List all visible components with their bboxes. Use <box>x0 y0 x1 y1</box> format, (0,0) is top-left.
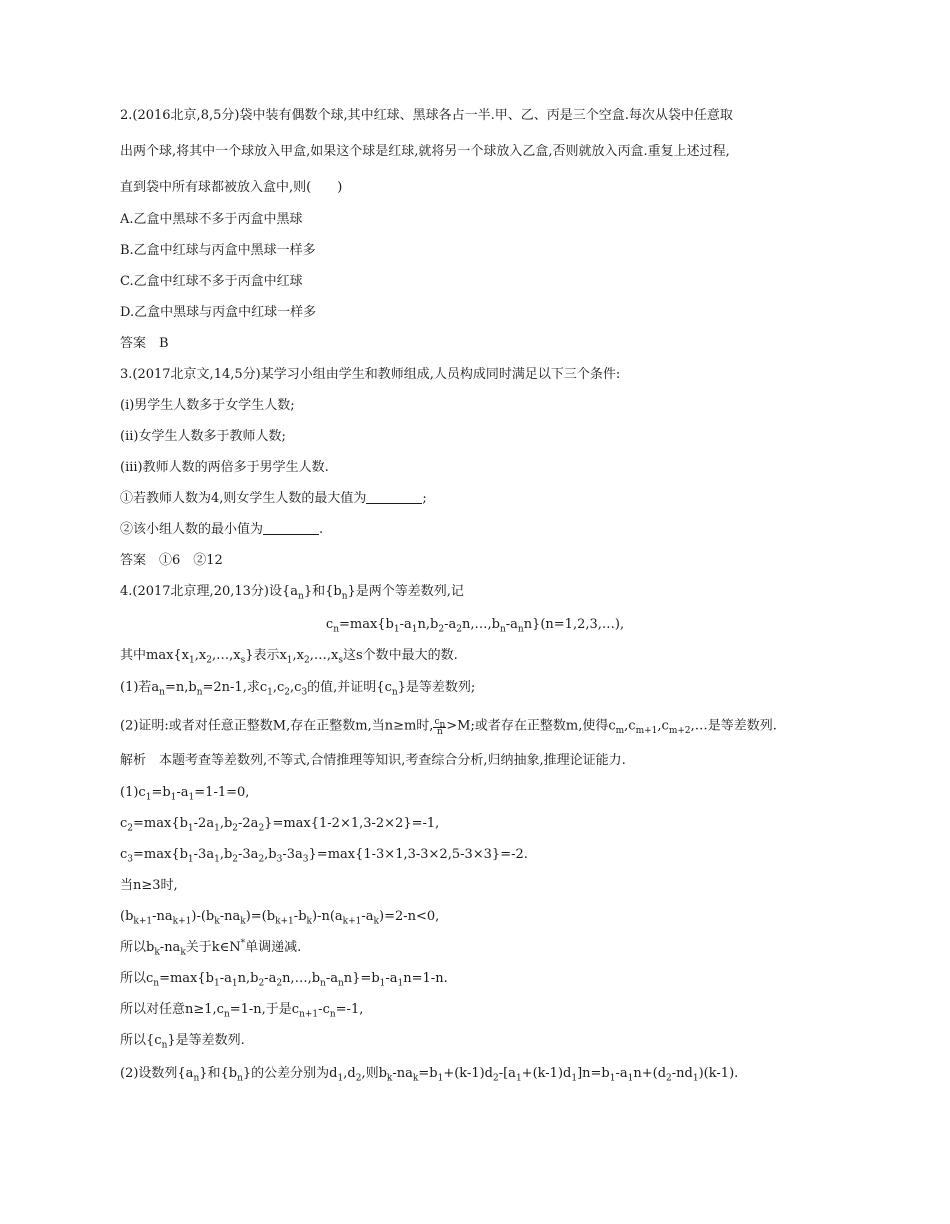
solution-step-8: 所以对任意$n\ge 1,c_n=1-n$,于是$c_{n+1}-c_n=-1$, <box>120 1002 364 1020</box>
answer-blank-2 <box>263 522 319 535</box>
q2-option-a: A.乙盒中黑球不多于丙盒中黑球 <box>120 212 303 227</box>
q3-sub1-end: ; <box>422 491 427 506</box>
q3-subquestion-2 <box>120 522 323 538</box>
solution-step-2: $c_2=\max\{b_1-2a_1,b_2-2a_2\}=\max\{1-2\times 1,3-2\times 2\}=-1$, <box>120 816 440 834</box>
solution-step-9: 所以$\{c_n\}$是等差数列. <box>120 1033 245 1051</box>
q2-stem-line-2: 出两个球,将其中一个球放入甲盒,如果这个球是红球,就将另一个球放入乙盒,否则就放入丙盒.重复上述过程, <box>120 144 730 159</box>
q4-stem: 4.(2017北京理,20,13分)设$\{a_n\}$和$\{b_n\}$是两个等差数列,记 <box>120 584 464 602</box>
solution-step-1: $(1)c_1=b_1-a_1=1-1=0$, <box>120 785 250 803</box>
fraction-cn-over-n: $\frac{c_n}{n}$ <box>434 717 446 738</box>
q3-answer: 答案 ①6 ②12 <box>120 553 223 568</box>
q4-analysis: 解析 本题考查等差数列,不等式,合情推理等知识,考查综合分析,归纳抽象,推理论证能力. <box>120 753 626 768</box>
q2-stem-line-3: 直到袋中所有球都被放入盒中,则( ) <box>120 180 343 195</box>
solution-step-10: (2)设数列$\{a_n\}$和$\{b_n\}$的公差分别为$d_1,d_2$,则$b_k-na_k=b_1+(k-1)d_2-[a_1+(k-1)d_1]n=b_1-a_1n+(d_2-nd_1)(k-1)$. <box>120 1066 739 1084</box>
q4-part-1: (1)若$a_n=n,b_n=2n-1$,求$c_1,c_2,c_3$的值,并证明$\{c_n\}$是等差数列; <box>120 680 476 698</box>
q3-sub2-text: ②该小组人数的最小值为 <box>120 522 264 537</box>
q3-condition-3: (iii)教师人数的两倍多于男学生人数. <box>120 460 329 475</box>
q3-sub1-text: ①若教师人数为4,则女学生人数的最大值为 <box>120 491 367 506</box>
solution-step-4: 当n≥3时, <box>120 878 178 893</box>
q3-stem: 3.(2017北京文,14,5分)某学习小组由学生和教师组成,人员构成同时满足以下三个条件: <box>120 367 621 382</box>
q4-part-2: (2)证明:或者对任意正整数M,存在正整数m,当n≥m时, $\frac{c_n}{n}$ >M;或者存在正整数m,使得$c_m,c_{m+1},c_{m+2},\dots$是等差数列. <box>120 717 777 738</box>
q4-definition-formula: $c_n=\max\{b_1-a_1n,b_2-a_2n,\dots,b_n-a_nn\}(n=1,2,3,\dots)$, <box>325 617 625 635</box>
answer-blank-1 <box>366 491 422 504</box>
solution-step-5: $(b_{k+1}-na_{k+1})-(b_k-na_k)=(b_{k+1}-b_k)-n(a_{k+1}-a_k)=2-n<0$, <box>120 909 440 927</box>
q3-condition-2: (ii)女学生人数多于教师人数; <box>120 429 286 444</box>
solution-step-7: 所以$c_n=\max\{b_1-a_1n,b_2-a_2n,\dots,b_n-a_nn\}=b_1-a_1n=1-n$. <box>120 971 448 989</box>
q3-subquestion-1 <box>120 491 427 507</box>
q4-max-definition: 其中$\max\{x_1,x_2,\dots,x_s\}$表示$x_1,x_2,\dots,x_s$这s个数中最大的数. <box>120 648 458 666</box>
q2-answer: 答案 B <box>120 336 169 351</box>
q3-sub2-end: . <box>319 522 324 537</box>
q2-option-c: C.乙盒中红球不多于丙盒中红球 <box>120 274 303 289</box>
q2-option-b: B.乙盒中红球与丙盒中黑球一样多 <box>120 243 316 258</box>
q2-option-d: D.乙盒中黑球与丙盒中红球一样多 <box>120 305 317 320</box>
solution-step-3: $c_3=\max\{b_1-3a_1,b_2-3a_2,b_3-3a_3\}=\max\{1-3\times 1,3-3\times 2,5-3\times 3\}=-2$. <box>120 847 528 865</box>
q3-condition-1: (i)男学生人数多于女学生人数; <box>120 398 295 413</box>
solution-step-6: 所以$b_k-na_k$关于k∈N*单调递减. <box>120 938 302 958</box>
q2-stem-line-1: 2.(2016北京,8,5分)袋中装有偶数个球,其中红球、黑球各占一半.甲、乙、丙是三个空盒.每次从袋中任意取 <box>120 108 733 123</box>
